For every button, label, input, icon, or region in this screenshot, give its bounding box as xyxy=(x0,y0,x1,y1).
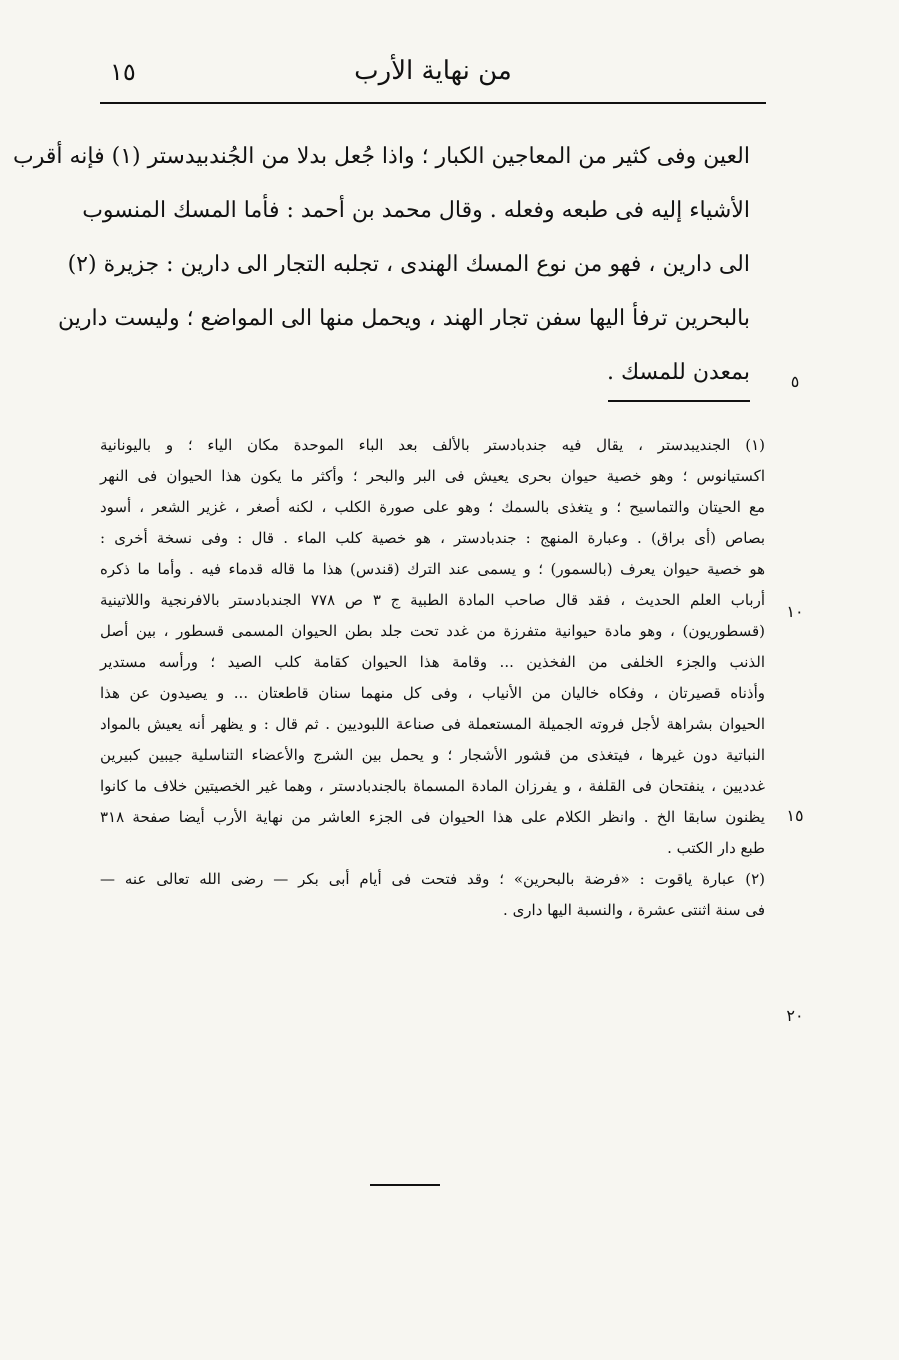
main-text xyxy=(13,130,750,400)
footnote-line: مع الحيتان والتماسيح ؛ و يتغذى بالسمك ؛ وهو على صورة الكلب ، لكنه أصغر ، غزير الشعر ، أسود xyxy=(100,498,765,516)
footnote-line: غدديين ، ينفتحان فى القلفة ، و يفرزان المادة المسماة بالجندبادستر ، وهما غير الخصيتين خلاف ما كانوا xyxy=(100,777,765,795)
footnotes xyxy=(100,430,765,926)
footnote-line: (٢) عبارة ياقوت : «فرضة بالبحرين» ؛ وقد فتحت فى أيام أبى بكر — رضى الله تعالى عنه — xyxy=(100,870,765,888)
footnote-separator xyxy=(608,400,750,402)
footnote-line: النباتية دون غيرها ، فيتغذى من قشور الأشجار ؛ و يحمل بين الشرج والأعضاء التناسلية جيبين كبيرين xyxy=(100,746,765,764)
footnote-line: فى سنة اثنتى عشرة ، والنسبة اليها دارى . xyxy=(503,901,765,919)
line-number-5: ٥ xyxy=(790,372,800,391)
footnote-line: يظنون سابقا الخ . وانظر الكلام على هذا الحيوان فى الجزء العاشر من نهاية الأرب أيضا صفحة ٣١٨ xyxy=(100,808,765,826)
main-text-line: بمعدن للمسك . xyxy=(606,360,750,385)
footnote-line: هو خصية حيوان يعرف (بالسمور) ؛ و يسمى عند الترك (قندس) هذا ما قاله قدماء فيه . وأما ما ذكره xyxy=(100,560,765,578)
footnote-line: وأذناه قصيرتان ، وفكاه خاليان من الأنياب ، وفى كل منهما سنان قاطعتان ... و يصيدون عن هذا xyxy=(100,684,765,702)
footnote-line: الحيوان بشراهة لأجل فروته الجميلة المستعملة فى صناعة اللبوديين . ثم قال : و يظهر أنه يعيش بالمواد xyxy=(100,715,765,733)
main-text-line: الى دارين ، فهو من نوع المسك الهندى ، تجلبه التجار الى دارين : جزيرة (٢) xyxy=(67,252,750,277)
main-text-line: بالبحرين ترفأ اليها سفن تجار الهند ، ويحمل منها الى المواضع ؛ وليست دارين xyxy=(57,306,750,331)
footnote-line: (١) الجنديبدستر ، يقال فيه جندبادستر بالألف بعد الباء الموحدة مكان الياء ؛ و باليونانية xyxy=(100,436,765,454)
footnote-line: بصاص (أى براق) . وعبارة المنهج : جندبادستر ، هو خصية كلب الماء . قال : وفى نسخة أخرى : xyxy=(100,529,766,547)
end-rule xyxy=(370,1184,440,1186)
footnote-line: طبع دار الكتب . xyxy=(667,839,765,857)
line-number-15: ١٥ xyxy=(786,806,804,825)
line-number-20: ٢٠ xyxy=(786,1006,804,1025)
line-number-10: ١٠ xyxy=(786,602,804,621)
main-text-line: العين وفى كثير من المعاجين الكبار ؛ واذا جُعل بدلا من الجُندبيدستر (١) فإنه أقرب xyxy=(13,144,750,169)
footnote-line: أرباب العلم الحديث ، فقد قال صاحب المادة الطبية ج ٣ ص ٧٧٨ الجندبادستر بالافرنجية واللاتينية xyxy=(100,591,765,609)
footnote-line: الذنب والجزء الخلفى من الفخذين ... وقامة هذا الحيوان كقامة كلب الصيد ؛ ورأسه مستدير xyxy=(100,653,765,671)
running-title: من نهاية الأرب xyxy=(354,56,512,86)
page-number: ١٥ xyxy=(110,58,136,86)
main-text-line: الأشياء إليه فى طبعه وفعله . وقال محمد بن أحمد : فأما المسك المنسوب xyxy=(82,198,750,223)
header-rule xyxy=(100,102,766,104)
footnote-line: (قسطوريون) ، وهو مادة حيوانية متفرزة من غدد تحت جلد بطن الحيوان المسمى قسطور ، بين أصل xyxy=(100,622,765,640)
page-header xyxy=(100,50,766,104)
footnote-line: اكستيانوس ؛ وهو خصية حيوان بحرى يعيش فى البر والبحر ؛ وأكثر ما يكون هذا الحيوان فى النهر xyxy=(100,467,765,485)
